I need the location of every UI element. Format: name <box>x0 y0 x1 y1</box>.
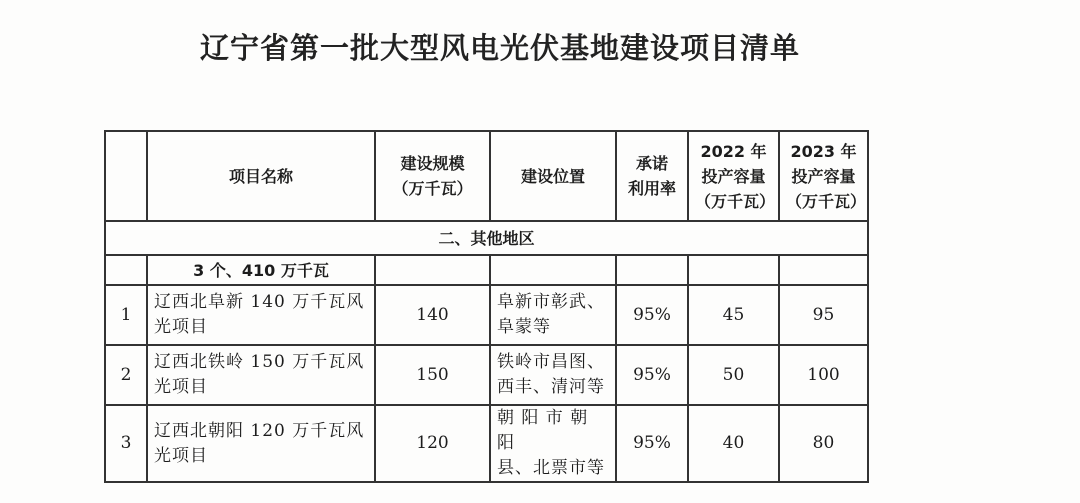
header-scale-line2: （万千瓦） <box>392 179 473 198</box>
location-line1: 阜新市彰武、 <box>497 292 605 312</box>
capacity-2022-cell: 50 <box>688 345 779 405</box>
project-name-cell <box>147 285 375 345</box>
location-line1: 铁岭市昌图、 <box>497 352 605 372</box>
group-empty-cell <box>375 255 490 285</box>
region-row <box>105 221 868 255</box>
row-index: 1 <box>105 285 147 345</box>
header-2022-capacity <box>688 131 779 221</box>
document-title: 辽宁省第一批大型风电光伏基地建设项目清单 <box>199 31 800 65</box>
utilization-cell: 95% <box>616 345 688 405</box>
location-cell <box>490 285 616 345</box>
header-row <box>105 131 868 221</box>
row-index: 3 <box>105 405 147 482</box>
location-line2: 县、北票市等 <box>497 458 605 478</box>
header-project-name: 项目名称 <box>147 131 375 221</box>
group-empty-cell <box>779 255 868 285</box>
header-2023-line1: 2023 年 <box>790 141 857 161</box>
table-row <box>105 285 868 345</box>
group-empty-cell <box>616 255 688 285</box>
row-index: 2 <box>105 345 147 405</box>
capacity-2022-cell: 45 <box>688 285 779 345</box>
location-cell <box>490 345 616 405</box>
capacity-2023-cell: 95 <box>779 285 868 345</box>
header-utilization-line1: 承诺 <box>635 154 668 173</box>
scale-cell: 150 <box>375 345 490 405</box>
location-line2: 阜蒙等 <box>497 317 551 337</box>
project-name-line2: 光项目 <box>154 377 208 397</box>
project-list-table-container <box>104 130 867 483</box>
project-name-line2: 光项目 <box>154 445 208 466</box>
region-heading: 二、其他地区 <box>105 221 868 255</box>
capacity-2023-cell: 100 <box>779 345 868 405</box>
header-utilization <box>616 131 688 221</box>
header-scale <box>375 131 490 221</box>
group-empty-cell <box>688 255 779 285</box>
project-name-line1: 辽西北朝阳 120 万千瓦风 <box>154 420 365 441</box>
group-summary: 3 个、410 万千瓦 <box>147 255 375 285</box>
group-index-cell <box>105 255 147 285</box>
project-name-line1: 辽西北铁岭 150 万千瓦风 <box>154 352 365 372</box>
utilization-cell: 95% <box>616 285 688 345</box>
header-utilization-line2: 利用率 <box>627 179 676 198</box>
header-2023-capacity <box>779 131 868 221</box>
utilization-cell: 95% <box>616 405 688 482</box>
header-location: 建设位置 <box>490 131 616 221</box>
header-2023-line2: 投产容量 <box>791 166 856 186</box>
scale-cell: 120 <box>375 405 490 482</box>
location-line1: 朝 阳 市 朝 阳 <box>497 408 589 453</box>
location-line2: 西丰、清河等 <box>497 377 605 397</box>
project-name-cell <box>147 345 375 405</box>
capacity-2023-cell: 80 <box>779 405 868 482</box>
location-cell <box>490 405 616 482</box>
header-2022-line1: 2022 年 <box>700 141 767 161</box>
header-index <box>105 131 147 221</box>
project-list-table <box>104 130 869 483</box>
project-name-cell <box>147 405 375 482</box>
project-name-line2: 光项目 <box>154 317 208 337</box>
header-2022-line2: 投产容量 <box>701 166 766 186</box>
project-name-line1: 辽西北阜新 140 万千瓦风 <box>154 292 365 312</box>
header-2022-line3: （万千瓦） <box>695 191 776 211</box>
header-scale-line1: 建设规模 <box>400 154 465 173</box>
table-row <box>105 405 868 482</box>
capacity-2022-cell: 40 <box>688 405 779 482</box>
scale-cell: 140 <box>375 285 490 345</box>
table-row <box>105 345 868 405</box>
group-empty-cell <box>490 255 616 285</box>
header-2023-line3: （万千瓦） <box>786 191 867 211</box>
group-row <box>105 255 868 285</box>
